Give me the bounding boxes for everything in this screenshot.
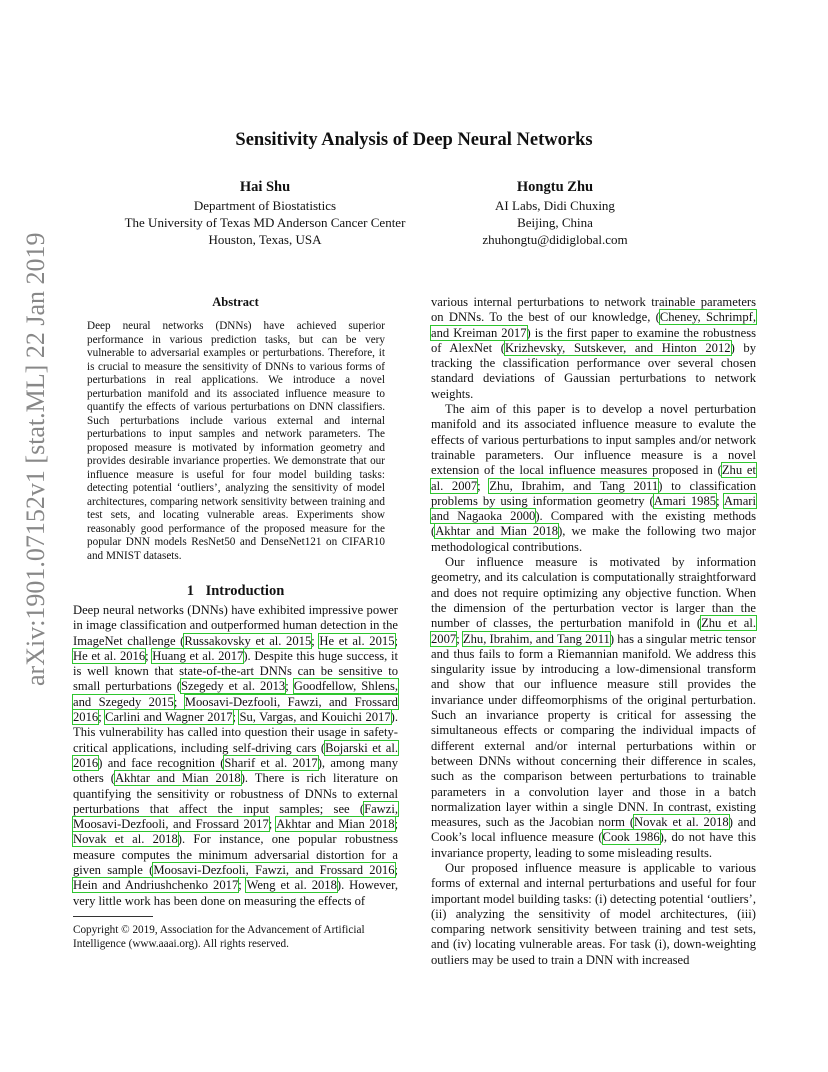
citation-link[interactable]: Weng et al. 2018: [246, 878, 337, 893]
author-name: Hongtu Zhu: [516, 179, 594, 195]
paper-title: Sensitivity Analysis of Deep Neural Networks: [235, 130, 593, 150]
paragraph: The aim of this paper is to develop a novel perturbation manifold and its associated influence measure to evalute the effects of various perturbations to input samples and/or network trainable parameters. Our influence measure is a novel extension of the local influence measures proposed in (Zhu et al. 2007; Zhu, Ibrahim, and Tang 2011) to classification problems by using information geometry (Amari 1985; Amari and Nagaoka 2000). Compared with the existing methods (Akhtar and Mian 2018), we make the following two major methodological contributions.: [431, 402, 757, 554]
citation-link[interactable]: Moosavi-Dezfooli, Fawzi, and Frossard 2016: [73, 694, 398, 725]
citation-link[interactable]: Novak et al. 2018: [73, 832, 178, 847]
citation-link[interactable]: Sharif et al. 2017: [224, 755, 318, 770]
copyright-footnote: Copyright © 2019, Association for the Advancement of Artificial Intelligence (www.aaai.org). All rights reserved.: [73, 924, 365, 950]
citation-link[interactable]: Cheney, Schrimpf, and Kreiman 2017: [431, 310, 756, 340]
abstract-heading: Abstract: [212, 295, 259, 309]
citation-link[interactable]: Huang et al. 2017: [152, 648, 244, 663]
right-column: [431, 295, 756, 968]
arxiv-stamp: arXiv:1901.07152v1 [stat.ML] 22 Jan 2019: [21, 232, 50, 686]
citation-link[interactable]: Moosavi-Dezfooli, Fawzi, and Frossard 2016: [153, 863, 395, 878]
citation-link[interactable]: Akhtar and Mian 2018: [435, 524, 559, 539]
author-affiliation: The University of Texas MD Anderson Cancer Center: [124, 215, 406, 230]
citation-link[interactable]: Zhu et al. 2007: [431, 616, 756, 646]
intro-left-column: [73, 603, 398, 909]
paragraph: Our proposed influence measure is applicable to various forms of external and internal perturbations and useful for four important model building tasks: (i) detecting potential ‘outliers’, (ii) analyzing the sensitivity of model architectures, (iii) comparing network sensitivity between training and test sets, and (iv) locating vulnerable areas. For task (i), down-weighting outliers may be used to train a DNN with increased: [431, 860, 756, 967]
author-email: zhuhongtu@didiglobal.com: [482, 232, 628, 247]
citation-link[interactable]: He et al. 2016: [73, 648, 146, 663]
paragraph: Our influence measure is motivated by information geometry, and its calculation is computationally straightforward and does not require optimizing any objective function. When the dimension of the perturbation vector is larger than the number of classes, the perturbation manifold in (Zhu et al. 2007; Zhu, Ibrahim, and Tang 2011) has a singular metric tensor and thus fails to form a Riemannian manifold. We address this singularity issue by introducing a low-dimensional transform and show that our influence measure still provides the invariance under diffeomorphisms of the original perturbation. Such an invariance property is critical for assessing the simultaneous effects or comparing the individual impacts of different external and/or internal perturbations within or between DNNs without concerning their difference in scales, such as the comparison between perturbations to trainable parameters in a convolution layer and those in a batch normalization layer within a single DNN. In contrast, existing measures, such as the Jacobian norm (Novak et al. 2018) and Cook’s local influence measure (Cook 1986), do not have this invariance property, leading to some misleading results.: [431, 555, 756, 860]
author-affiliation: AI Labs, Didi Chuxing: [495, 198, 615, 213]
citation-link[interactable]: Carlini and Wagner 2017: [105, 710, 233, 725]
author-block-2: [430, 178, 680, 248]
footnote-rule: [73, 916, 153, 917]
citation-link[interactable]: Zhu et al. 2007: [431, 463, 756, 493]
citation-link[interactable]: Goodfellow, Shlens, and Szegedy 2015: [73, 679, 399, 709]
citation-link[interactable]: Amari and Nagaoka 2000: [431, 493, 757, 524]
author-name: Hai Shu: [239, 179, 291, 195]
citation-link[interactable]: Akhtar and Mian 2018: [114, 771, 241, 786]
citation-link[interactable]: Russakovsky et al. 2015: [184, 633, 312, 648]
abstract-body: Deep neural networks (DNNs) have achieved superior performance in various prediction tasks, but can be very vulnerable to adversarial examples or perturbations. Therefore, it is crucial to measure the sensitivity of DNNs to various forms of perturbations in real applications. We introduce a novel perturbation manifold and its associated influence measure to quantify the effects of various perturbations on DNN classifiers. Such perturbations include various external and internal perturbations to input samples and network parameters. The proposed measure is motivated by information geometry and provides desirable invariance properties. We demonstrate that our influence measure is useful for four model building tasks: detecting potential ‘outliers’, analyzing the sensitivity of model architectures, comparing network sensitivity between training and test sets, and locating vulnerable areas. Experiments show reasonably good performance of the proposed measure for the popular DNN models ResNet50 and DenseNet121 on CIFAR10 and MNIST datasets.: [87, 320, 385, 562]
section-heading-introduction: 1 Introduction: [186, 583, 285, 599]
paragraph: Deep neural networks (DNNs) have exhibited impressive power in image classification and outperformed human detection in the ImageNet challenge (Russakovsky et al. 2015; He et al. 2015; He et al. 2016; Huang et al. 2017). Despite this huge success, it is well known that state-of-the-art DNNs can be sensitive to small perturbations (Szegedy et al. 2013; Goodfellow, Shlens, and Szegedy 2015; Moosavi-Dezfooli, Fawzi, and Frossard 2016; Carlini and Wagner 2017; Su, Vargas, and Kouichi 2017). This vulnerability has called into question their usage in safety-critical applications, including self-driving cars (Bojarski et al. 2016) and face recognition (Sharif et al. 2017), among many others (Akhtar and Mian 2018). There is rich literature on quantifying the sensitivity or robustness of DNNs to external perturbations that affect the input samples; see (Fawzi, Moosavi-Dezfooli, and Frossard 2017; Akhtar and Mian 2018; Novak et al. 2018). For instance, one popular robustness measure computes the minimum adversarial distortion for a given sample (Moosavi-Dezfooli, Fawzi, and Frossard 2016; Hein and Andriushchenko 2017; Weng et al. 2018). However, very little work has been done on measuring the effects of: [73, 603, 399, 908]
citation-link[interactable]: Su, Vargas, and Kouichi 2017: [239, 710, 391, 725]
citation-link[interactable]: Krizhevsky, Sutskever, and Hinton 2012: [504, 340, 731, 355]
citation-link[interactable]: He et al. 2015: [319, 633, 395, 648]
citation-link[interactable]: Zhu, Ibrahim, and Tang 2011: [462, 631, 610, 646]
citation-link[interactable]: Szegedy et al. 2013: [180, 679, 286, 694]
citation-link[interactable]: Zhu, Ibrahim, and Tang 2011: [489, 478, 659, 493]
citation-link[interactable]: Bojarski et al. 2016: [73, 740, 398, 770]
citation-link[interactable]: Akhtar and Mian 2018: [276, 817, 395, 832]
citation-link[interactable]: Novak et al. 2018: [634, 815, 729, 830]
paragraph: various internal perturbations to network trainable parameters on DNNs. To the best of our knowledge, (Cheney, Schrimpf, and Kreiman 2017) is the first paper to examine the robustness of AlexNet (Krizhevsky, Sutskever, and Hinton 2012) by tracking the classification performance over several chosen standard deviations of Gaussian perturbations to network weights.: [431, 295, 756, 401]
author-affiliation: Houston, Texas, USA: [208, 232, 322, 247]
author-affiliation: Department of Biostatistics: [193, 198, 337, 213]
citation-link[interactable]: Fawzi, Moosavi-Dezfooli, and Frossard 2017: [73, 801, 398, 832]
author-block-1: [110, 178, 420, 248]
author-affiliation: Beijing, China: [517, 215, 593, 230]
citation-link[interactable]: Amari 1985: [653, 493, 717, 508]
citation-link[interactable]: Hein and Andriushchenko 2017: [73, 878, 239, 893]
citation-link[interactable]: Cook 1986: [602, 830, 660, 845]
